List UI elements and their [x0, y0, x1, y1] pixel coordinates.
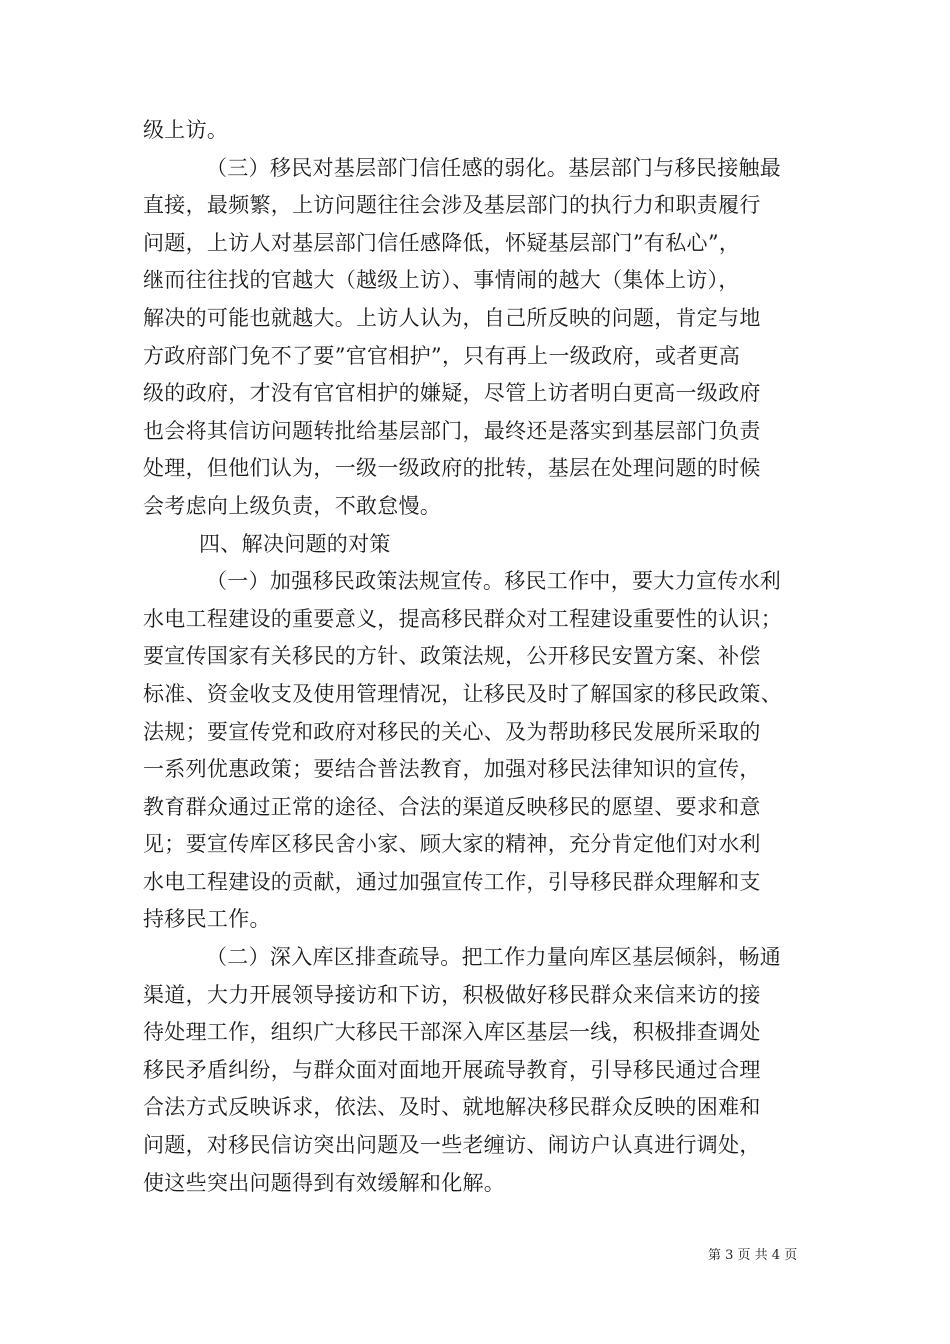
text-line: 合法方式反映诉求，依法、及时、就地解决移民群众反映的困难和	[143, 1095, 761, 1120]
text-line: 也会将其信访问题转批给基层部门，最终还是落实到基层部门负责	[143, 418, 761, 443]
text-line: 水电工程建设的贡献，通过加强宣传工作，引导移民群众理解和支	[143, 869, 761, 894]
text-line: 问题，上访人对基层部门信任感降低，怀疑基层部门”有私心”，	[143, 230, 741, 255]
text-line: 持移民工作。	[143, 907, 271, 932]
text-line: 教育群众通过正常的途径、合法的渠道反映移民的愿望、要求和意	[143, 794, 761, 819]
text-line: 一系列优惠政策；要结合普法教育，加强对移民法律知识的宣传，	[143, 757, 761, 782]
text-line: （二）深入库区排查疏导。把工作力量向库区基层倾斜，畅通	[206, 945, 782, 970]
text-line: 直接，最频繁，上访问题往往会涉及基层部门的执行力和职责履行	[143, 193, 761, 218]
text-line: 处理，但他们认为，一级一级政府的批转，基层在处理问题的时候	[143, 456, 761, 481]
page-number: 第 3 页 共 4 页	[708, 1248, 798, 1263]
text-line: 待处理工作，组织广大移民干部深入库区基层一线，积极排查调处	[143, 1020, 761, 1045]
text-line: 方政府部门免不了要”官官相护”，只有再上一级政府，或者更高	[143, 343, 741, 368]
text-line: 解决的可能也就越大。上访人认为，自己所反映的问题，肯定与地	[143, 305, 761, 330]
text-line: 继而往往找的官越大（越级上访）、事情闹的越大（集体上访），	[143, 268, 740, 293]
text-line: 渠道，大力开展领导接访和下访，积极做好移民群众来信来访的接	[143, 982, 761, 1007]
text-line: （一）加强移民政策法规宣传。移民工作中，要大力宣传水利	[206, 569, 782, 594]
text-line: 移民矛盾纠纷，与群众面对面地开展疏导教育，引导移民通过合理	[143, 1057, 761, 1082]
document-body	[143, 112, 811, 1202]
text-line: 标准、资金收支及使用管理情况，让移民及时了解国家的移民政策、	[143, 681, 782, 706]
text-line: 要宣传国家有关移民的方针、政策法规，公开移民安置方案、补偿	[143, 644, 761, 669]
text-line: 见；要宣传库区移民舍小家、顾大家的精神，充分肯定他们对水利	[143, 832, 761, 857]
text-line: 会考虑向上级负责，不敢怠慢。	[143, 493, 442, 518]
text-line: 使这些突出问题得到有效缓解和化解。	[143, 1170, 506, 1195]
text-line: 问题，对移民信访突出问题及一些老缠访、闹访户认真进行调处，	[143, 1133, 761, 1158]
text-line: （三）移民对基层部门信任感的弱化。基层部门与移民接触最	[206, 155, 782, 180]
text-line: 级上访。	[143, 118, 229, 142]
text-line: 法规；要宣传党和政府对移民的关心、及为帮助移民发展所采取的	[143, 719, 761, 744]
text-line: 水电工程建设的重要意义，提高移民群众对工程建设重要性的认识；	[143, 606, 782, 631]
text-line: 级的政府，才没有官官相护的嫌疑，尽管上访者明白更高一级政府	[143, 381, 761, 406]
section-heading: 四、解决问题的对策	[199, 531, 391, 556]
